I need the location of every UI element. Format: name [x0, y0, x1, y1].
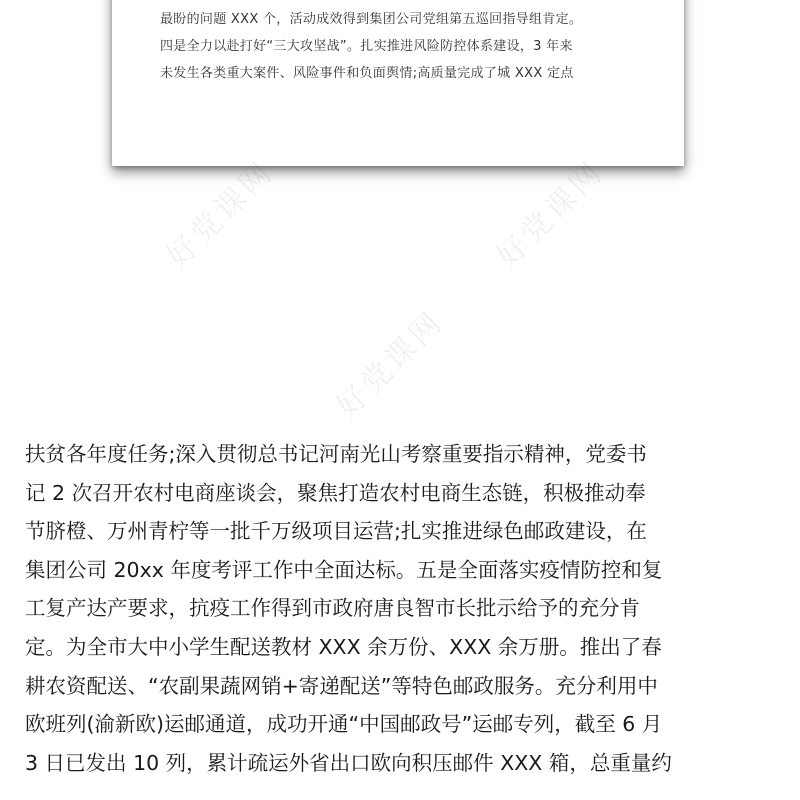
- body-line: 工复产达产要求，抗疫工作得到市政府唐良智市长批示给予的充分肯: [25, 596, 640, 621]
- preview-line: 四是全力以赴打好“三大攻坚战”。扎实推进风险防控体系建设，3 年来: [160, 39, 573, 54]
- document-preview-card: [112, 0, 684, 166]
- body-line: 耕农资配送、“农副果蔬网销+寄递配送”等特色邮政服务。充分利用中: [25, 673, 658, 698]
- body-line: 记 2 次召开农村电商座谈会，聚焦打造农村电商生态链，积极推动奉: [25, 480, 646, 505]
- body-line: 集团公司 20xx 年度考评工作中全面达标。五是全面落实疫情防控和复: [25, 557, 663, 582]
- preview-paragraph: [160, 6, 660, 87]
- body-line: 欧班列(渝新欧)运邮通道，成功开通“中国邮政号”运邮专列，截至 6 月: [25, 712, 663, 737]
- body-line: 3 日已发出 10 列，累计疏运外省出口欧向积压邮件 XXX 箱，总重量约: [25, 750, 672, 775]
- preview-line: 未发生各类重大案件、风险事件和负面舆情;高质量完成了城 XXX 定点: [160, 66, 574, 81]
- body-line: 节脐橙、万州青柠等一批千万级项目运营;扎实推进绿色邮政建设，在: [25, 519, 647, 544]
- preview-line: 最盼的问题 XXX 个，活动成效得到集团公司党组第五巡回指导组肯定。: [160, 12, 583, 27]
- watermark-text: 好党课网: [490, 154, 611, 275]
- watermark-text: 好党课网: [160, 154, 281, 275]
- body-line: 定。为全市大中小学生配送教材 XXX 余万份、XXX 余万册。推出了春: [25, 634, 662, 659]
- watermark-text: 好党课网: [330, 304, 451, 425]
- body-line: 扶贫各年度任务;深入贯彻总书记河南光山考察重要指示精神，党委书: [25, 442, 647, 466]
- main-paragraph: [25, 435, 785, 782]
